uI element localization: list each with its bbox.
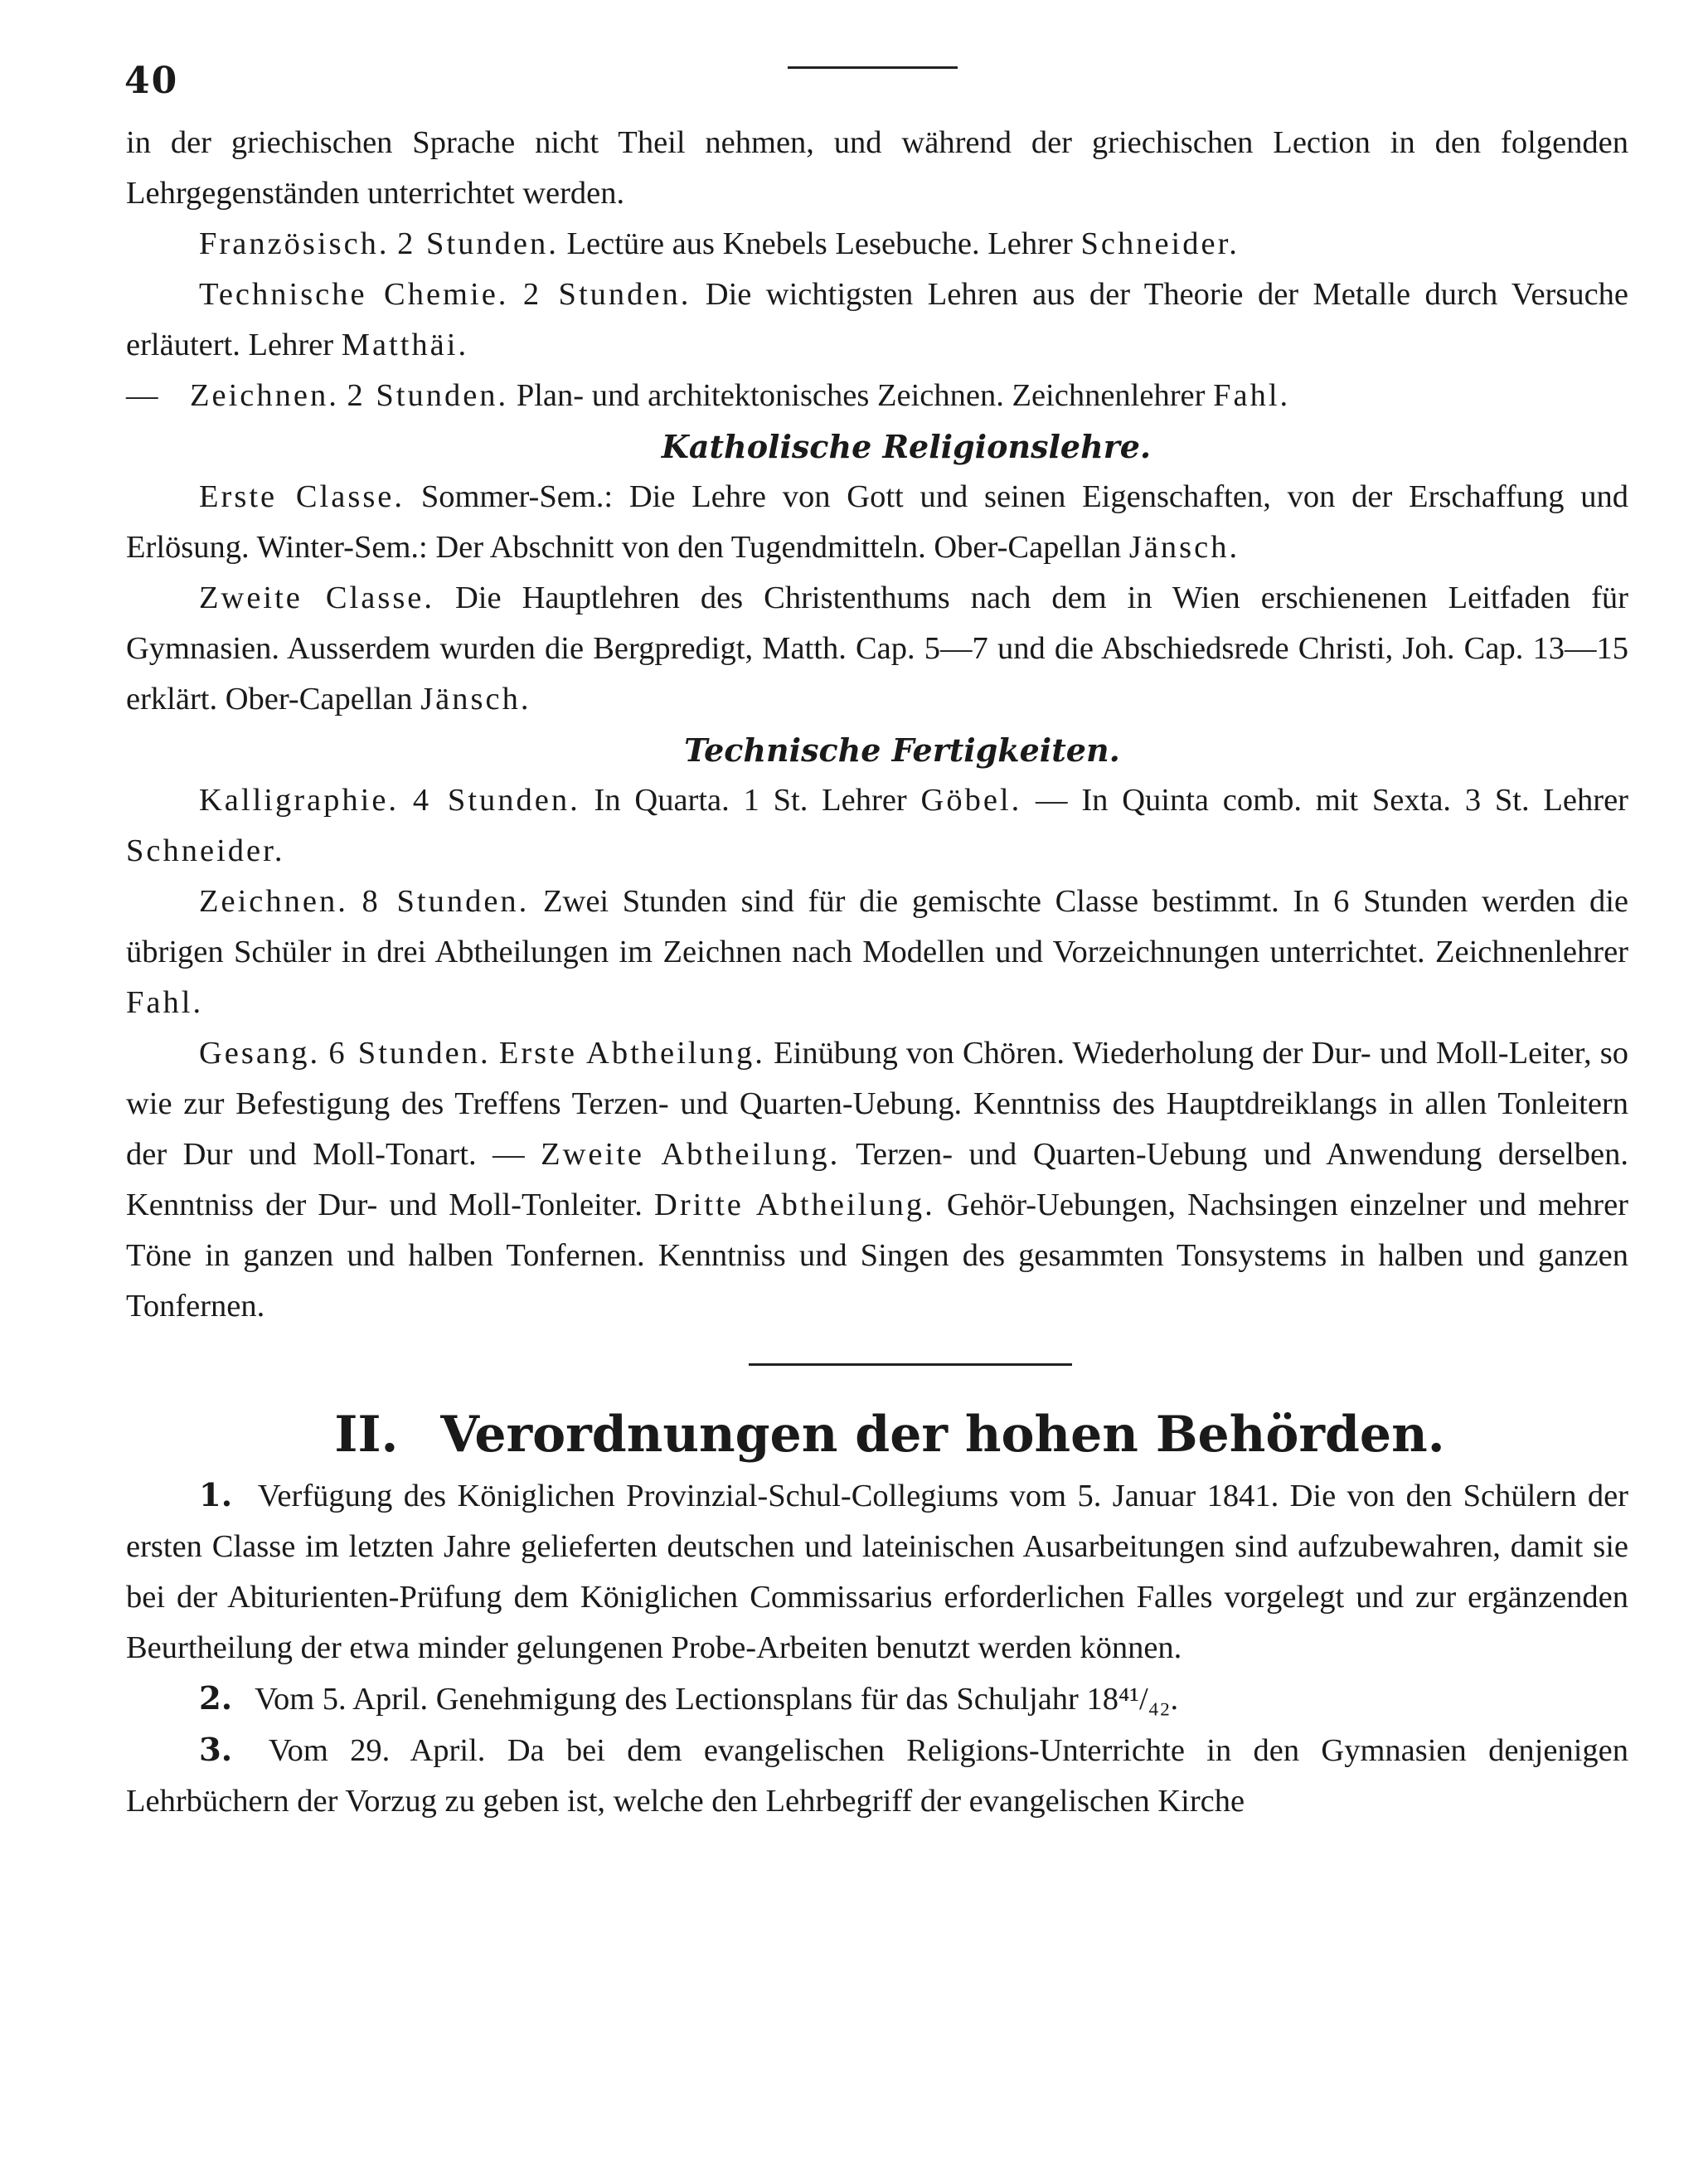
ordinance-item	[126, 1725, 1628, 1827]
section-number: II.	[334, 1406, 399, 1464]
item-number: 3.	[199, 1732, 233, 1769]
division-2-text: Terzen- und Quarten-Uebung und Anwendung derselben. Kenntniss der Dur- und Moll-Tonleiter.	[126, 1137, 1629, 1222]
skill-label: Gesang.	[199, 1036, 321, 1071]
item-number: 2.	[199, 1680, 233, 1717]
skill-text-2: — In Quinta comb. mit Sexta. 3 St. Lehrer	[1036, 783, 1628, 818]
section-divider	[749, 1363, 1072, 1366]
course-teacher: Matthäi.	[341, 328, 469, 362]
section-heading-katholisch: Katholische Religionslehre.	[661, 428, 1152, 465]
skill-label: Zeichnen.	[199, 884, 348, 919]
course-teacher: Fahl.	[1213, 378, 1291, 413]
tech-gesang	[126, 1028, 1628, 1332]
skill-teacher: Fahl.	[126, 985, 204, 1020]
page-body	[126, 118, 1628, 1827]
tech-kalligraphie	[126, 775, 1628, 877]
division-2-label: Zweite Abtheilung.	[541, 1137, 841, 1172]
section-title-text: Verordnungen der hohen Behörden.	[440, 1406, 1445, 1464]
class-teacher: Jänsch.	[420, 682, 531, 716]
course-text: Die wichtigsten Lehren aus der Theorie der Metalle durch Versuche erläutert. Lehrer	[126, 277, 1629, 362]
skill-teacher: Göbel.	[920, 783, 1022, 818]
course-technische-chemie	[126, 270, 1628, 371]
course-hours: 2 Stunden.	[347, 378, 509, 413]
course-text: Lectüre aus Knebels Lesebuche. Lehrer	[566, 226, 1073, 261]
page-number: 40	[124, 60, 179, 102]
item-text: Vom 29. April. Da bei dem evangelischen Religions-Unterrichte in den Gymnasien denjenigen Lehrbüchern der Vorzug zu geben ist, welche den Lehrbegriff der evangelischen Kirche	[126, 1733, 1628, 1819]
skill-text: Zwei Stunden sind für die gemischte Classe bestimmt. In 6 Stunden werden die übrigen Schüler in drei Abtheilungen im Zeichnen nach Modellen und Vorzeichnungen unterrichtet. Zeichnenlehrer	[126, 884, 1629, 969]
course-zeichnen	[126, 371, 1628, 421]
skill-hours: 8 Stunden.	[361, 884, 530, 919]
class-text: Die Hauptlehren des Christenthums nach dem in Wien erschienenen Leitfaden für Gymnasien. Ausserdem wurden die Bergpredigt, Matth. Cap. 5—7 und die Abschiedsrede Christi, Joh. Cap. 13—15 erklärt. Ober-Capellan	[126, 580, 1628, 716]
section-II-title	[126, 1399, 1628, 1470]
item-text: Verfügung des Königlichen Provinzial-Schul-Collegiums vom 5. Januar 1841. Die von den Schülern der ersten Classe im letzten Jahre gelieferten deutschen und lateinischen Ausarbeitungen sind aufzubewahren, damit sie bei der Abiturienten-Prüfung dem Königlichen Commissarius erforderlichen Falles vorgelegt und zur ergänzenden Beurtheilung der etwa minder gelungenen Probe-Arbeiten benutzt werden können.	[126, 1479, 1628, 1665]
skill-label: Kalligraphie.	[199, 783, 400, 818]
class-teacher: Jänsch.	[1128, 530, 1240, 565]
skill-hours: 6 Stunden.	[328, 1036, 491, 1071]
skill-teacher-2: Schneider.	[126, 833, 285, 868]
course-prefix: —	[126, 378, 158, 413]
division-1-label: Erste Abtheilung.	[498, 1036, 765, 1071]
class-label: Erste Classe.	[199, 479, 405, 514]
skill-text: In Quarta. 1 St. Lehrer	[594, 783, 907, 818]
tech-zeichnen	[126, 877, 1628, 1028]
course-subject: Französisch.	[199, 226, 390, 261]
course-teacher: Schneider.	[1080, 226, 1240, 261]
item-text: Vom 5. April. Genehmigung des Lectionsplans für das Schuljahr 18⁴¹/₄₂.	[255, 1682, 1179, 1717]
continuation-paragraph: in der griechischen Sprache nicht Theil nehmen, und während der griechischen Lection in den folgenden Lehrgegenständen unterrichtet werden.	[126, 125, 1628, 211]
kath-zweite-classe	[126, 573, 1628, 725]
division-1-text: Einübung von Chören. Wiederholung der Dur- und Moll-Leiter, so wie zur Befestigung des Treffens Terzen- und Quarten-Uebung. Kenntniss des Hauptdreiklangs in allen Tonleitern der Dur und Moll-Tonart. —	[126, 1036, 1629, 1172]
course-text: Plan- und architektonisches Zeichnen. Zeichnenlehrer	[516, 378, 1206, 413]
course-hours: 2 Stunden.	[522, 277, 691, 312]
course-subject: Technische Chemie.	[199, 277, 509, 312]
course-subject: Zeichnen.	[190, 378, 339, 413]
division-3-label: Dritte Abtheilung.	[654, 1188, 935, 1222]
ordinance-item	[126, 1470, 1628, 1673]
header-rule	[788, 66, 958, 69]
course-hours: 2 Stunden.	[397, 226, 559, 261]
class-text: Sommer-Sem.: Die Lehre von Gott und seinen Eigenschaften, von der Erschaffung und Erlösung. Winter-Sem.: Der Abschnitt von den Tugendmitteln. Ober-Capellan	[126, 479, 1629, 565]
kath-erste-classe	[126, 472, 1628, 573]
skill-hours: 4 Stunden.	[412, 783, 580, 818]
ordinance-item	[126, 1673, 1628, 1725]
division-3-text: Gehör-Uebungen, Nachsingen einzelner und mehrer Töne in ganzen und halben Tonfernen. Kenntniss und Singen des gesammten Tonsystems in halben und ganzen Tonfernen.	[126, 1188, 1628, 1324]
item-number: 1.	[199, 1477, 233, 1514]
class-label: Zweite Classe.	[199, 580, 435, 615]
section-heading-technisch: Technische Fertigkeiten.	[684, 731, 1120, 769]
course-franzoesisch	[126, 219, 1628, 270]
